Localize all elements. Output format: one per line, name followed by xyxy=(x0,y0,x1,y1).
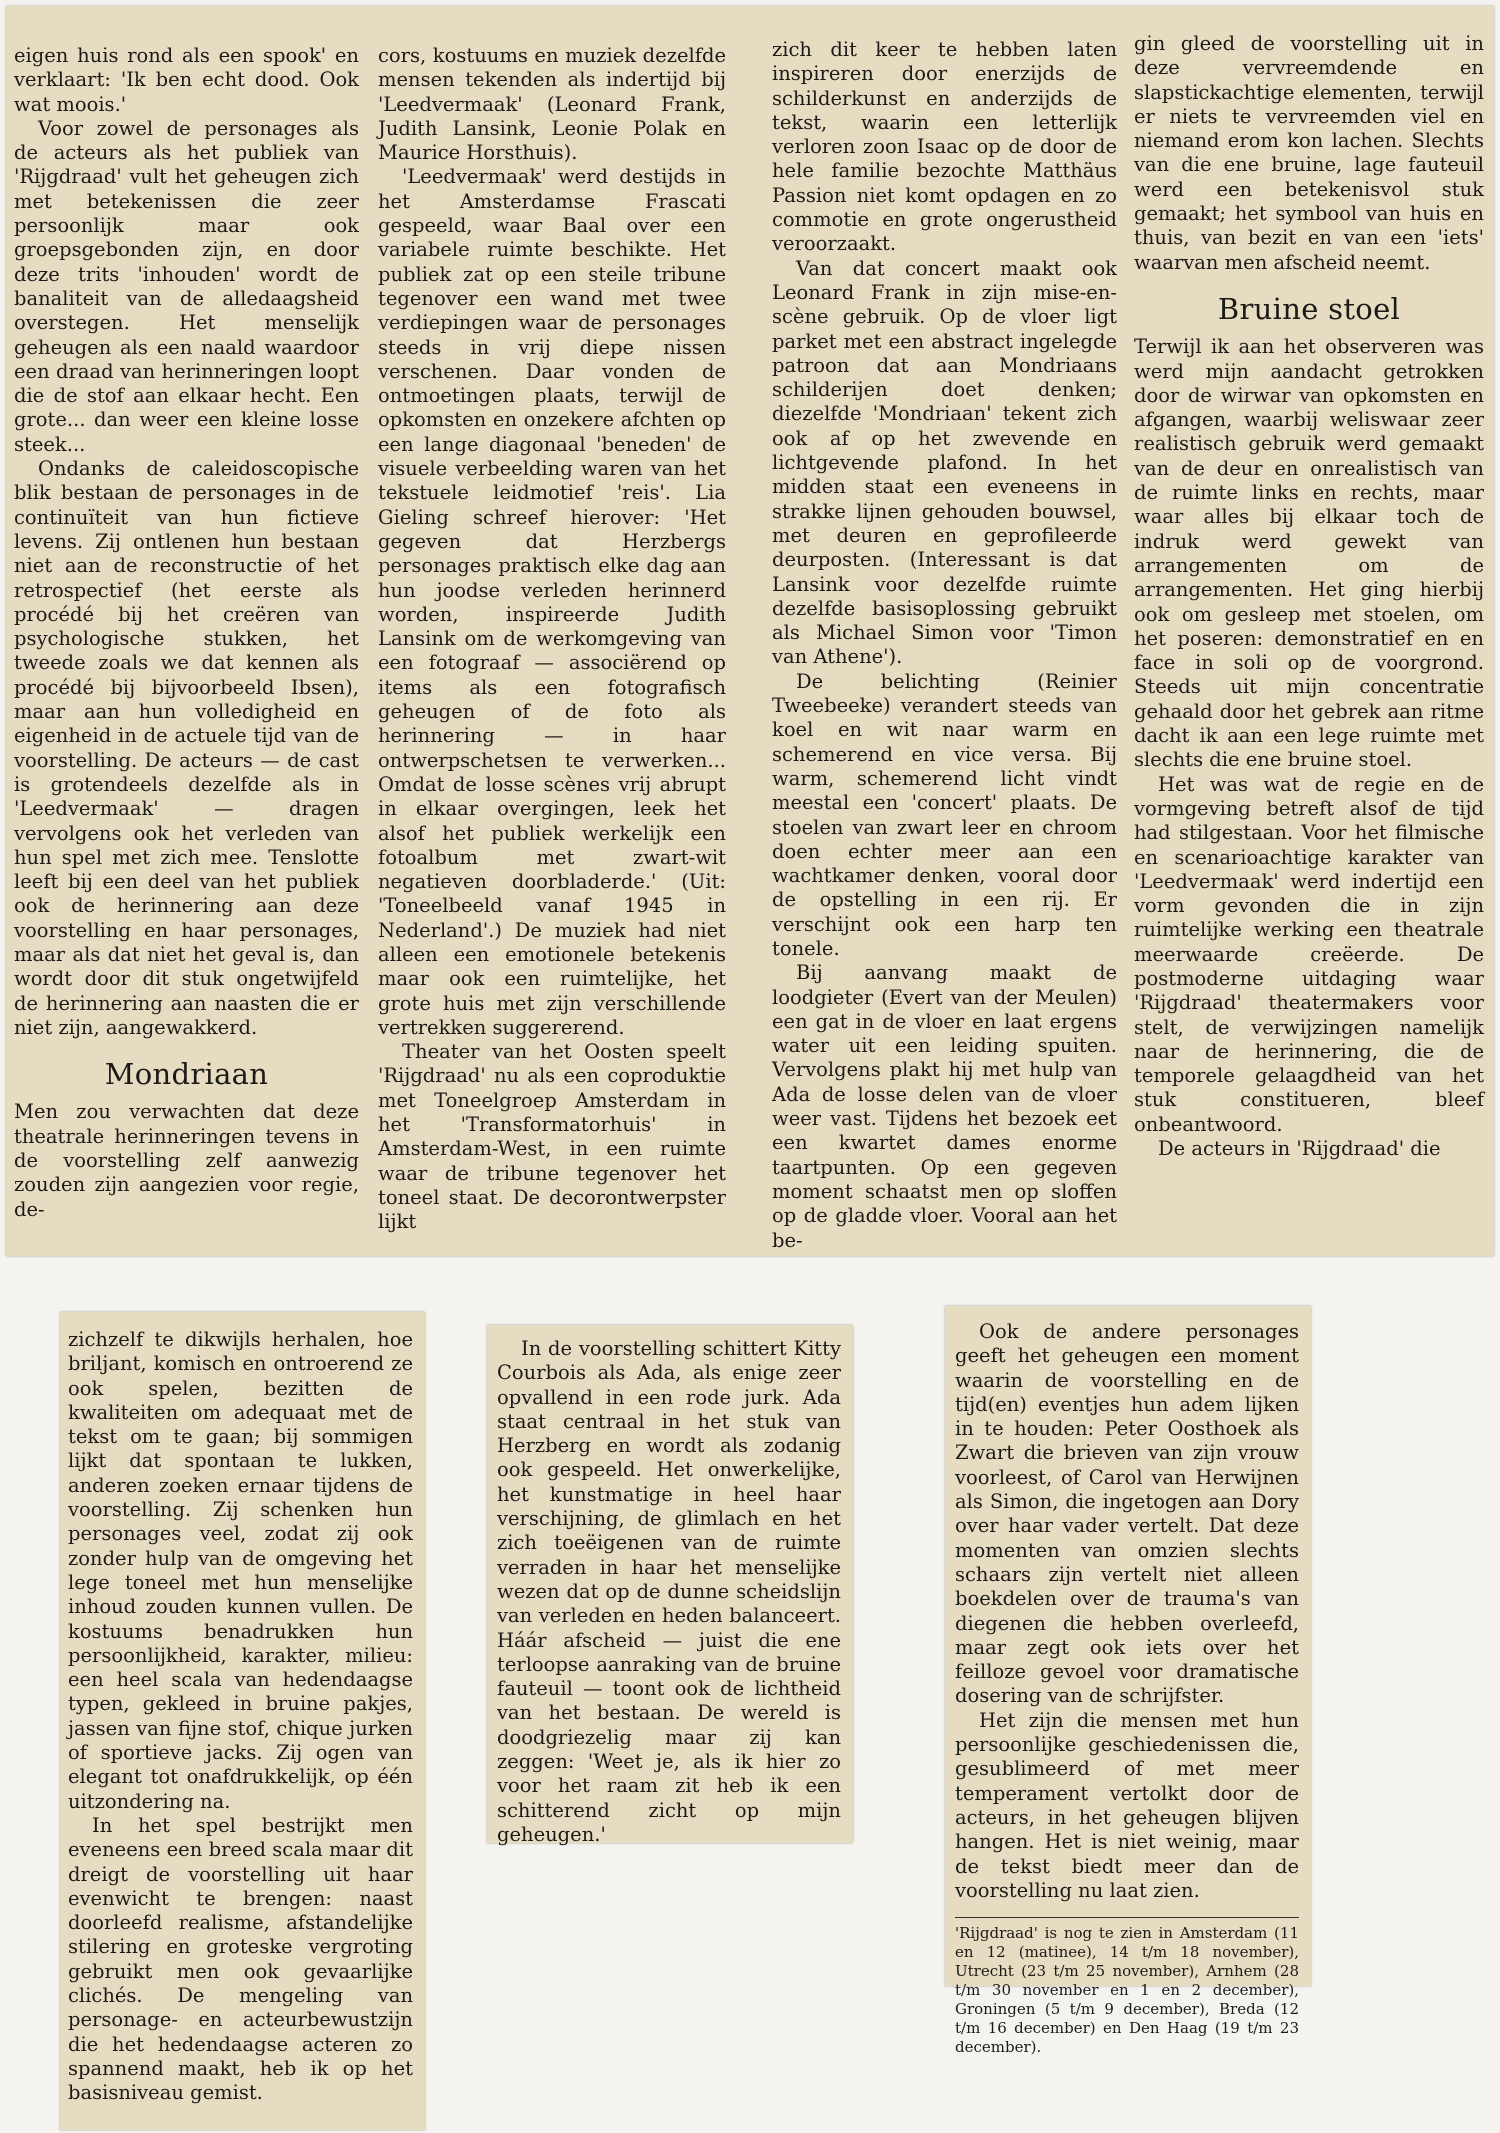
bottom-right-column xyxy=(955,1320,1299,2057)
bottom-left-column xyxy=(68,1328,413,2106)
paragraph: Ondanks de caleidoscopische blik bestaan de personages in de continuïteit van hun fictieve levens. Zij ontlenen hun bestaan niet aan de reconstructie of het retrospectief (het eerste als procédé bij het creëren van psychologische stukken, het tweede zoals we dat kennen als procédé bij bijvoorbeeld Ibsen), maar aan hun volledigheid en eigenheid in de actuele tijd van de voorstelling. De acteurs — de cast is grotendeels dezelfde als in 'Leedvermaak' — dragen vervolgens ook het verleden van hun spel met zich mee. Tenslotte leeft bij een deel van het publiek ook de herinnering aan deze voorstelling en haar personages, maar als dat niet het geval is, dan wordt door dit stuk ongetwijfeld de herinnering aan naasten die er niet zijn, aangewakkerd. xyxy=(14,457,359,1039)
paragraph: De belichting (Reinier Tweebeeke) verandert steeds van koel en wit naar warm en schemerend en vice versa. Bij warm, schemerend licht vindt meestal een 'concert' plaats. De stoelen van zwart leer en chroom doen echter meer aan een wachtkamer denken, vooral door de opstelling in een rij. Er verschijnt ook een harp ten tonele. xyxy=(772,669,1117,960)
paragraph: Ook de andere personages geeft het geheugen een moment waarin de voorstelling en de tijd(en) eventjes hun adem lijken in te houden: Peter Oosthoek als Zwart die brieven van zijn vrouw voorleest, of Carol van Herwijnen als Simon, die ingetogen aan Dory over haar vader vertelt. Dat deze momenten van omzien slechts schaars zijn vertelt niet alleen boekdelen over de trauma's van diegenen die hebben overleefd, maar zegt ook iets over het feilloze gevoel voor dramatische dosering van de schrijfster. xyxy=(955,1320,1299,1708)
paragraph: Van dat concert maakt ook Leonard Frank in zijn mise-en-scène gebruik. Op de vloer ligt parket met een abstract ingelegde patroon dat aan Mondriaans schilderijen doet denken; diezelfde 'Mondriaan' tekent zich ook af op het zwevende en lichtgevende plafond. In het midden staat een eveneens in strakke lijnen gehouden bouwsel, met deuren en geprofileerde deurposten. (Interessant is dat Lansink voor dezelfde ruimte dezelfde basisoplossing gebruikt als Michael Simon voor 'Timon van Athene'). xyxy=(772,256,1117,669)
paragraph: In het spel bestrijkt men eveneens een breed scala maar dit dreigt de voorstelling uit haar evenwicht te brengen: naast doorleefd realisme, afstandelijke stilering en groteske vergroting gebruikt men ook gevaarlijke clichés. De mengeling van personage- en acteurbewustzijn die het hedendaagse acteren zo spannend maakt, heb ik op het basisniveau gemist. xyxy=(68,1813,413,2105)
paragraph: 'Leedvermaak' werd destijds in het Amsterdamse Frascati gespeeld, waar Baal over een variabele ruimte beschikte. Het publiek zat op een steile tribune tegenover een wand met twee verdiepingen waar de personages steeds in vrij diepe nissen verschenen. Daar vonden de ontmoetingen plaats, terwijl de opkomsten en onzekere afchten op een lange diagonaal 'beneden' de visuele verbeelding waren van het tekstuele leidmotief 'reis'. Lia Gieling schreef hierover: 'Het gegeven dat Herzbergs personages praktisch elke dag aan hun joodse verleden herinnerd worden, inspireerde Judith Lansink om de werkomgeving van een fotograaf — associërend op items als een fotografisch geheugen of de foto als herinnering — in haar ontwerpschetsen te verwerken... Omdat de losse scènes vrij abrupt in elkaar overgingen, leek het alsof het publiek werkelijk een fotoalbum met zwart-wit negatieven doorbladerde.' (Uit: 'Toneelbeeld vanaf 1945 in Nederland'.) De muziek had niet alleen een emotionele betekenis maar ook een ruimtelijke, het grote huis met zijn verschillende vertrekken suggererend. xyxy=(378,165,726,1039)
paragraph: cors, kostuums en muziek dezelfde mensen tekenden als indertijd bij 'Leedvermaak' (Leonard Frank, Judith Lansink, Leonie Polak en Maurice Horsthuis). xyxy=(378,44,726,165)
subheading-bruine-stoel: Bruine stoel xyxy=(1217,291,1401,326)
paragraph: Voor zowel de personages als de acteurs als het publiek van 'Rijgdraad' vult het geheugen zich met betekenissen die zeer persoonlijk maar ook groepsgebonden zijn, en door deze trits 'inhouden' wordt de banaliteit van de alledaagsheid overstegen. Het menselijk geheugen als een naald waardoor een draad van herinneringen loopt die de stof aan elkaar hecht. Een grote... dan weer een kleine losse steek... xyxy=(14,116,359,456)
top-column-2 xyxy=(378,44,726,1235)
paragraph: zich dit keer te hebben laten inspireren door enerzijds de schilderkunst en anderzijds de tekst, waarin een letterlijk verloren zoon Isaac op de door de hele familie bezochte Matthäus Passion niet komt opdagen en zo commotie en grote ongerustheid veroorzaakt. xyxy=(772,38,1117,256)
top-column-1 xyxy=(14,44,359,1222)
performance-dates-note: 'Rijgdraad' is nog te zien in Amsterdam (11 en 12 (matinee), 14 t/m 18 november), Utrecht (23 t/m 25 november), Arnhem (28 t/m 30 november en 1 en 2 december), Groningen (5 t/m 9 december), Breda (12 t/m 16 december) en Den Haag (19 t/m 23 december). xyxy=(955,1917,1299,2057)
top-column-3 xyxy=(772,38,1117,1253)
paragraph: Theater van het Oosten speelt 'Rijgdraad' nu als een coproduktie met Toneelgroep Amsterdam in het 'Transformatorhuis' in Amsterdam-West, in een ruimte waar de tribune tegenover het toneel staat. De decorontwerpster lijkt xyxy=(378,1040,726,1234)
subheading-mondriaan: Mondriaan xyxy=(104,1057,269,1092)
paragraph: De acteurs in 'Rijgdraad' die xyxy=(1158,1137,1441,1161)
paragraph: Het zijn die mensen met hun persoonlijke geschiedenissen die, gesublimeerd of met meer temperament vertolkt door de acteurs, in het geheugen blijven hangen. Het is niet weinig, maar de tekst biedt meer dan de voorstelling nu laat zien. xyxy=(955,1708,1299,1902)
paragraph: zichzelf te dikwijls herhalen, hoe briljant, komisch en ontroerend ze ook spelen, bezitten de kwaliteiten om adequaat met de tekst om te gaan; bij sommigen lijkt dat spontaan te lukken, anderen zoeken ernaar tijdens de voorstelling. Zij schenken hun personages veel, zodat zij ook zonder hulp van de omgeving het lege toneel met hun menselijke inhoud zouden kunnen vullen. De kostuums benadrukken hun persoonlijkheid, karakter, milieu: een heel scala van hedendaagse typen, gekleed in bruine pakjes, jassen van fijne stof, chique jurken of sportieve jacks. Zij ogen van elegant tot onafdrukkelijk, op één uitzondering na. xyxy=(68,1328,413,1813)
bottom-left-clipping xyxy=(60,1312,425,2130)
bottom-right-clipping xyxy=(945,1306,1311,2057)
paragraph: In de voorstelling schittert Kitty Courbois als Ada, als enige zeer opvallend in een rode jurk. Ada staat centraal in het stuk van Herzberg en wordt als zodanig ook gespeeld. Het onwerkelijke, het kunstmatige in heel haar verschijning, de glimlach en het zich toeëigenen van de ruimte verraden in haar het menselijke wezen dat op de dunne scheidslijn van verleden en heden balanceert. Háár afscheid — juist die ene terloopse aanraking van de bruine fauteuil — toont ook de lichtheid van het bestaan. De wereld is doodgriezelig maar zij kan zeggen: 'Weet je, als ik hier zo voor het raam zit heb ik een schitterend zicht op mijn geheugen.' xyxy=(497,1337,841,1846)
paragraph: Men zou verwachten dat deze theatrale herinneringen tevens in de voorstelling zelf aanwezig zouden zijn aangezien voor regie, de- xyxy=(14,1100,359,1221)
bottom-middle-clipping xyxy=(487,1325,853,1846)
top-column-4 xyxy=(1134,32,1484,1161)
paragraph: Bij aanvang maakt de loodgieter (Evert van der Meulen) een gat in de vloer en laat ergens water uit een leiding spuiten. Vervolgens plakt hij met hulp van Ada de losse delen van de vloer weer vast. Tijdens het bezoek eet een kwartet dames enorme taartpunten. Op een gegeven moment schaatst men op sloffen op de gladde vloer. Vooral aan het be- xyxy=(772,961,1117,1252)
paragraph: Het was wat de regie en de vormgeving betreft alsof de tijd had stilgestaan. Voor het filmische en scenarioachtige karakter van 'Leedvermaak' werd indertijd een vorm gevonden die in zijn ruimtelijke werking een theatrale meerwaarde creëerde. De postmoderne uitdaging waar 'Rijgdraad' theatermakers voor stelt, de verwijzingen namelijk naar de herinnering, die de temporele gelaagdheid van het stuk constitueren, bleef onbeantwoord. xyxy=(1134,772,1484,1136)
paragraph: Terwijl ik aan het observeren was werd mijn aandacht getrokken door de wirwar van opkomsten en afgangen, waarbij weliswaar zeer realistisch gebruik werd gemaakt van de deur en onrealistisch van de ruimte links en rechts, maar waar alles bij elkaar toch de indruk werd gewekt van arrangementen om de arrangementen. Het ging hierbij ook om gesleep met stoelen, om het poseren: demonstratief en en face in soli op de voorgrond. Steeds uit mijn concentratie gehaald door het gebrek aan ritme dacht ik aan een lege ruimte met slechts die ene bruine stoel. xyxy=(1134,335,1484,772)
top-clipping xyxy=(6,6,1494,1256)
bottom-middle-column xyxy=(497,1337,841,1847)
paragraph: eigen huis rond als een spook' en verklaart: 'Ik ben echt dood. Ook wat moois.' xyxy=(14,44,359,116)
paragraph: gin gleed de voorstelling uit in deze vervreemdende en slapstickachtige elementen, terwijl er niets te vervreemden viel en niemand erom kon lachen. Slechts van die ene bruine, lage fauteuil werd een betekenisvol stuk gemaakt; het symbool van huis en thuis, van bezit en van een 'iets' waarvan men afscheid neemt. xyxy=(1134,32,1484,274)
